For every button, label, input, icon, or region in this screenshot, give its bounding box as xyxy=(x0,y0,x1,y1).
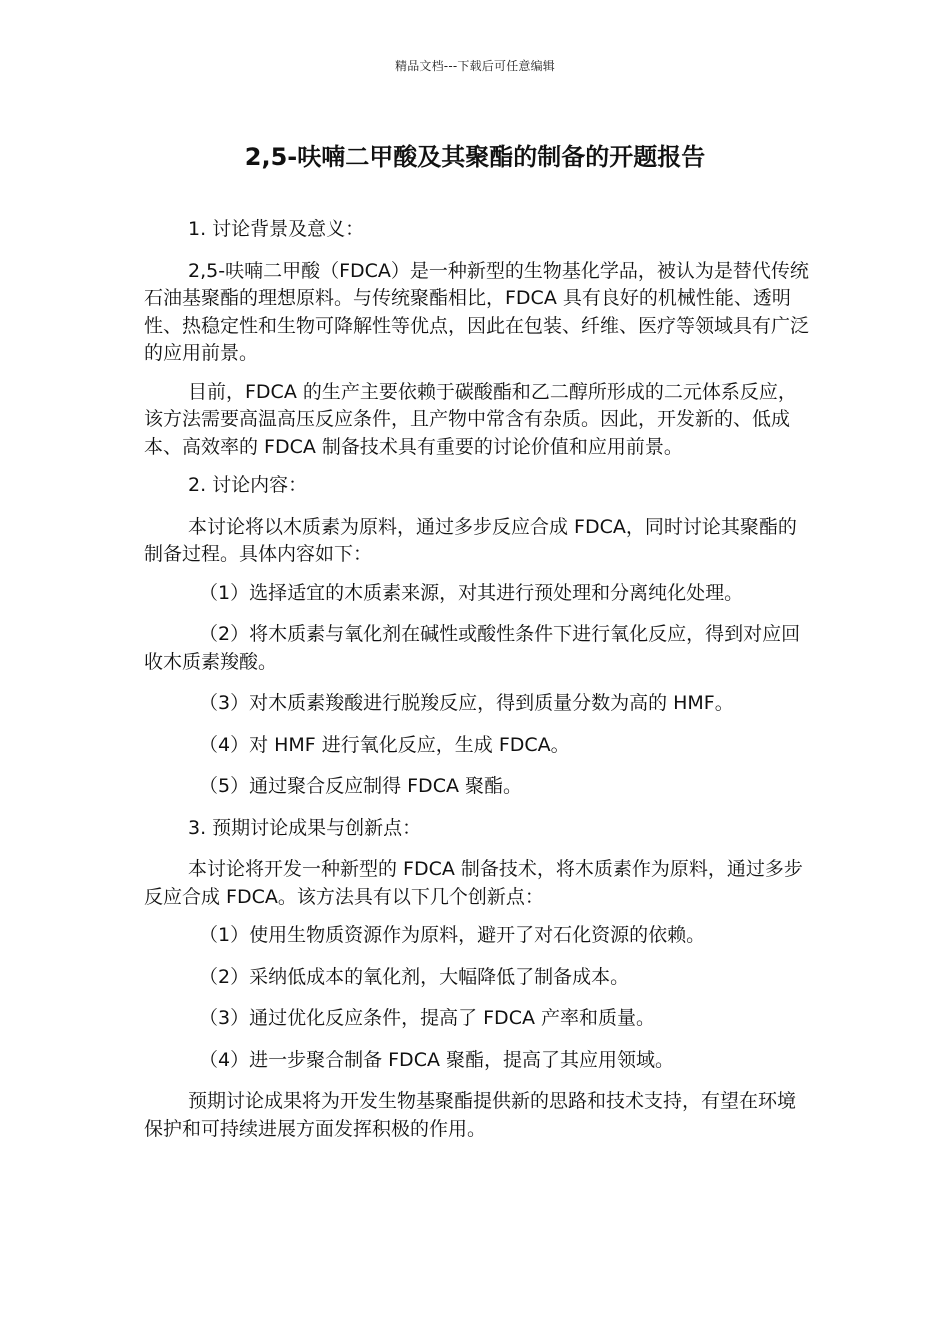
section-1-paragraph-2: 目前，FDCA 的生产主要依赖于碳酸酯和乙二醇所形成的二元体系反应，该方法需要高温高压反应条件，且产物中常含有杂质。因此，开发新的、低成本、高效率的 FDCA 制备技术具有重要的讨论价值和应用前景。 xyxy=(144,380,797,458)
section-3-list-item: （4）进一步聚合制备 FDCA 聚酯，提高了其应用领域。 xyxy=(199,1048,674,1071)
section-2-paragraph-1: 本讨论将以木质素为原料，通过多步反应合成 FDCA，同时讨论其聚酯的制备过程。具体内容如下： xyxy=(144,515,797,565)
section-3-heading: 3. 预期讨论成果与创新点： xyxy=(188,816,422,839)
header-note: 精品文档---下载后可任意编辑 xyxy=(395,59,555,73)
section-1-paragraph-1: 2,5-呋喃二甲酸（FDCA）是一种新型的生物基化学品，被认为是替代传统石油基聚酯的理想原料。与传统聚酯相比，FDCA 具有良好的机械性能、透明性、热稳定性和生物可降解性等优点，因此在包装、纤维、医疗等领域具有广泛的应用前景。 xyxy=(144,259,810,364)
section-2-list-item: （5）通过聚合反应制得 FDCA 聚酯。 xyxy=(199,775,522,797)
section-2-list-item: （4）对 HMF 进行氧化反应，生成 FDCA。 xyxy=(199,733,570,756)
section-3-paragraph-1: 本讨论将开发一种新型的 FDCA 制备技术，将木质素作为原料，通过多步反应合成 FDCA。该方法具有以下几个创新点： xyxy=(144,858,803,908)
document-body xyxy=(144,216,810,1154)
document-title: 2,5-呋喃二甲酸及其聚酯的制备的开题报告 xyxy=(244,143,706,171)
section-3-list-item: （2）采纳低成本的氧化剂，大幅降低了制备成本。 xyxy=(199,965,630,988)
section-2-heading: 2. 讨论内容： xyxy=(188,474,308,496)
section-2-list-item: （2）将木质素与氧化剂在碱性或酸性条件下进行氧化反应，得到对应回收木质素羧酸。 xyxy=(144,623,801,673)
section-2-list-item: （1）选择适宜的木质素来源，对其进行预处理和分离纯化处理。 xyxy=(199,581,744,604)
section-3-paragraph-2: 预期讨论成果将为开发生物基聚酯提供新的思路和技术支持，有望在环境保护和可持续进展方面发挥积极的作用。 xyxy=(144,1090,797,1140)
section-2-list-item: （3）对木质素羧酸进行脱羧反应，得到质量分数为高的 HMF。 xyxy=(199,692,734,714)
section-3-list-item: （1）使用生物质资源作为原料，避开了对石化资源的依赖。 xyxy=(199,924,706,946)
section-3-list-item: （3）通过优化反应条件，提高了 FDCA 产率和质量。 xyxy=(199,1007,655,1029)
section-1-heading: 1. 讨论背景及意义： xyxy=(188,218,365,240)
